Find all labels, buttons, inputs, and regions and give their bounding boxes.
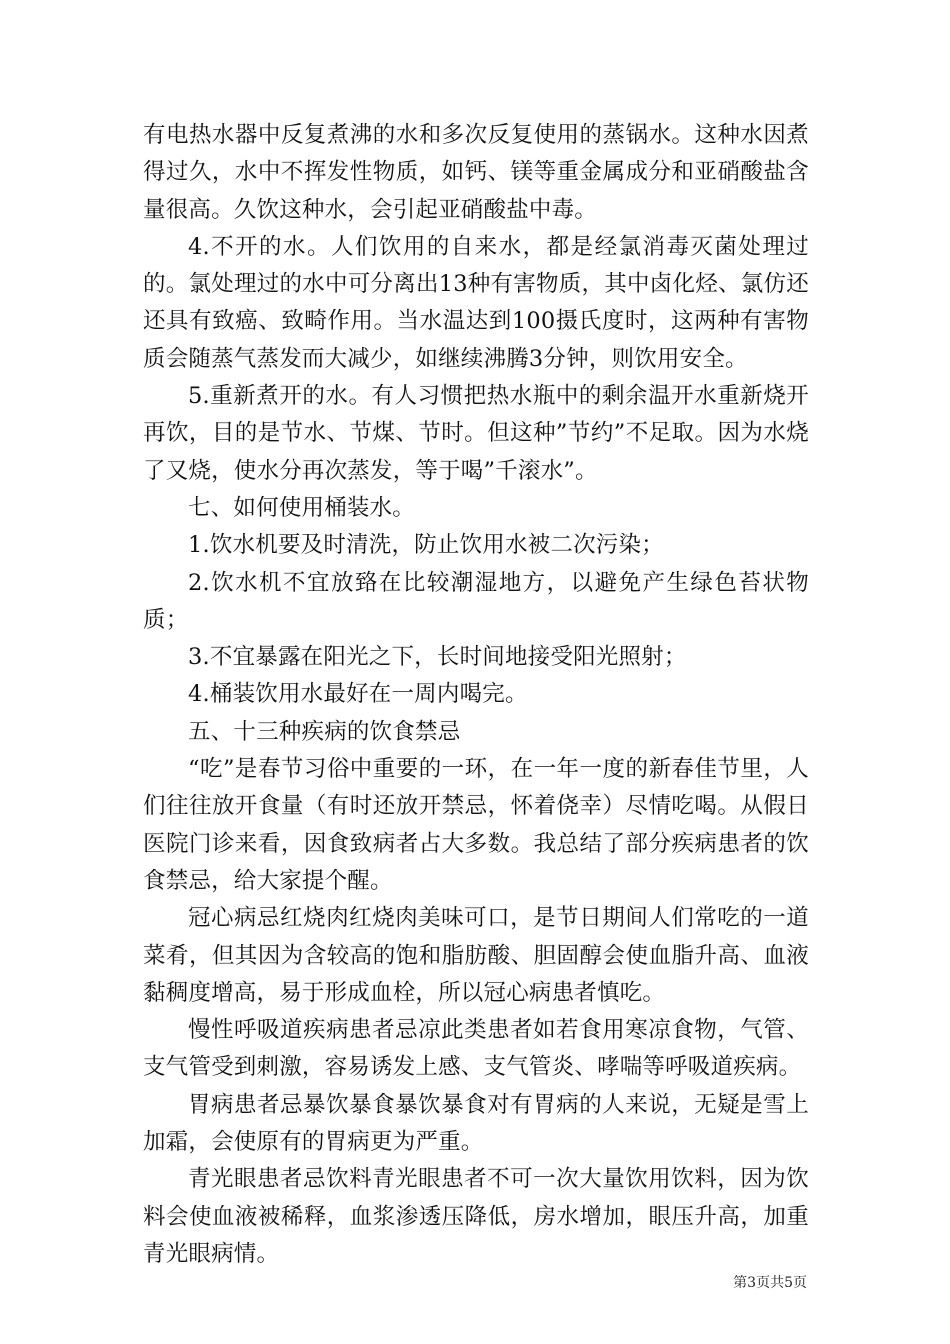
paragraph-coronary-disease: 冠心病忌红烧肉红烧肉美味可口，是节日期间人们常吃的一道菜肴，但其因为含较高的饱和脂肪酸、胆固醇会使血脂升高、血液黏稠度增高，易于形成血栓，所以冠心病患者慎吃。 [143,905,809,1006]
paragraph-unboiled-water: 4.不开的水。人们饮用的自来水，都是经氯消毒灭菌处理过的。氯处理过的水中可分离出13种有害物质，其中卤化烃、氯仿还还具有致癌、致畸作用。当水温达到100摄氏度时，这两种有害物质会随蒸气蒸发而大减少，如继续沸腾3分钟，则饮用安全。 [143,233,809,372]
page-number: 第3页共5页 [733,1275,807,1291]
document-body [143,117,809,1273]
list-item-clean-dispenser: 1.饮水机要及时清洗，防止饮用水被二次污染； [188,532,664,559]
paragraph-glaucoma: 青光眼患者忌饮料青光眼患者不可一次大量饮用饮料，因为饮料会使血液被稀释，血浆渗透压降低，房水增加，眼压升高，加重青光眼病情。 [143,1166,809,1267]
paragraph-stomach-disease: 胃病患者忌暴饮暴食暴饮暴食对有胃病的人来说，无疑是雪上加霜，会使原有的胃病更为严重。 [143,1091,809,1156]
section-heading-diet-taboos: 五、十三种疾病的饮食禁忌 [188,718,461,745]
paragraph-boiled-water: 有电热水器中反复煮沸的水和多次反复使用的蒸锅水。这种水因煮得过久，水中不挥发性物质，如钙、镁等重金属成分和亚硝酸盐含量很高。久饮这种水，会引起亚硝酸盐中毒。 [143,122,809,223]
paragraph-spring-festival-eating: “吃”是春节习俗中重要的一环，在一年一度的新春佳节里，人们往往放开食量（有时还放开禁忌，怀着侥幸）尽情吃喝。从假日医院门诊来看，因食致病者占大多数。我总结了部分疾病患者的饮食禁忌，给大家提个醒。 [143,756,809,894]
list-item-dispenser-location: 2.饮水机不宜放臵在比较潮湿地方，以避免产生绿色苔状物质； [143,569,809,633]
list-item-avoid-sunlight: 3.不宜暴露在阳光之下，长时间地接受阳光照射； [188,644,687,671]
section-heading-bottled-water: 七、如何使用桶装水。 [188,494,416,521]
list-item-finish-in-week: 4.桶装饮用水最好在一周内喝完。 [188,681,528,708]
paragraph-reboiled-water: 5.重新煮开的水。有人习惯把热水瓶中的剩余温开水重新烧开再饮，目的是节水、节煤、节时。但这种”节约”不足取。因为水烧了又烧，使水分再次蒸发，等于喝”千滚水”。 [143,383,809,484]
paragraph-respiratory-disease: 慢性呼吸道疾病患者忌凉此类患者如若食用寒凉食物，气管、支气管受到刺激，容易诱发上感、支气管炎、哮喘等呼吸道疾病。 [143,1017,809,1081]
